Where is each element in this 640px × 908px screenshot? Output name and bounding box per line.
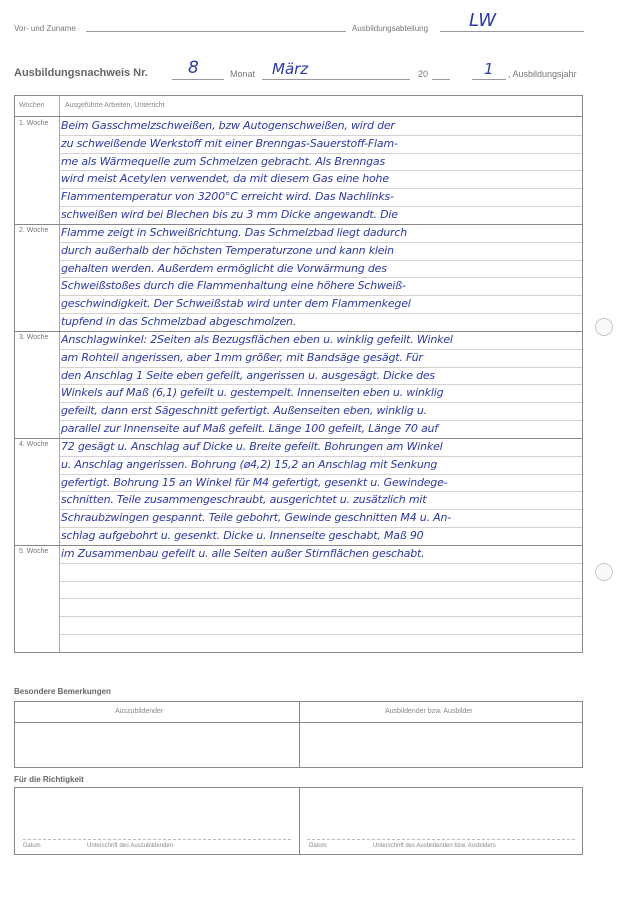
ruled-line <box>60 260 582 261</box>
ruled-line <box>60 295 582 296</box>
punch-hole-bottom <box>595 563 613 581</box>
week-separator <box>15 331 582 332</box>
handwritten-entry-line: im Zusammenbau gefeilt u. alle Seiten außer Stirnflächen geschabt. <box>61 547 425 560</box>
correctness-divider <box>299 788 300 854</box>
department-line <box>440 31 584 32</box>
ruled-line <box>60 420 582 421</box>
handwritten-entry-line: gehalten werden. Außerdem ermöglicht die Vorwärmung des <box>61 262 387 275</box>
header-separator <box>15 116 582 117</box>
handwritten-entry-line: durch außerhalb der höchsten Temperaturzone und kann klein <box>61 244 394 257</box>
remarks-box <box>14 701 583 768</box>
ruled-line <box>60 384 582 385</box>
handwritten-entry-line: schlag aufgebohrt u. gesenkt. Dicke u. Innenseite geschabt, Maß 90 <box>61 529 424 542</box>
ruled-line <box>60 277 582 278</box>
report-title: Ausbildungsnachweis Nr. <box>14 67 148 79</box>
col-work-header: Ausgeführte Arbeiten, Unterricht <box>65 102 165 109</box>
month-line <box>262 79 410 80</box>
handwritten-entry-line: gefeilt, dann erst Sägeschnitt gefertigt. Außenseiten eben, winklig u. <box>61 404 427 417</box>
handwritten-entry-line: u. Anschlag angerissen. Bohrung (ø4,2) 15,2 an Anschlag mit Senkung <box>61 458 438 471</box>
remarks-trainee: Auszubildender <box>115 708 164 715</box>
sig-line-trainee <box>23 839 291 840</box>
header-row <box>14 10 584 36</box>
name-label: Vor- und Zuname <box>14 24 76 33</box>
date-label-trainee: Datum <box>23 843 41 849</box>
handwritten-entry-line: geschwindigkeit. Der Schweißstab wird unter dem Flammenkegel <box>61 297 411 310</box>
ruled-line <box>60 581 582 582</box>
ruled-line <box>60 598 582 599</box>
handwritten-entry-line: Flammentemperatur von 3200°C erreicht wird. Das Nachlinks- <box>61 190 394 203</box>
year-line <box>432 79 450 80</box>
ruled-line <box>60 491 582 492</box>
handwritten-entry-line: den Anschlag 1 Seite eben gefeilt, angerissen u. ausgesägt. Dicke des <box>61 369 435 382</box>
handwritten-entry-line: Winkels auf Maß (6,1) gefeilt u. gestempelt. Innenseiten eben u. winklig <box>61 386 444 399</box>
handwritten-entry-line: am Rohteil angerissen, aber 1mm größer, mit Bandsäge gesägt. Für <box>61 351 423 364</box>
correctness-label: Für die Richtigkeit <box>14 775 84 784</box>
handwritten-entry-line: schnitten. Teile zusammengeschraubt, ausgerichtet u. zusätzlich mit <box>61 493 427 506</box>
ruled-line <box>60 135 582 136</box>
handwritten-entry-line: wird meist Acetylen verwendet, da mit diesem Gas eine hohe <box>61 172 389 185</box>
handwritten-entry-line: me als Wärmequelle zum Schmelzen gebracht. Als Brenngas <box>61 155 385 168</box>
week-label: 4. Woche <box>19 441 49 448</box>
ruled-line <box>60 313 582 314</box>
ruled-line <box>60 616 582 617</box>
handwritten-entry-line: Anschlagwinkel: 2Seiten als Bezugsflächen eben u. winklig gefeilt. Winkel <box>61 333 453 346</box>
week-label: 2. Woche <box>19 227 49 234</box>
week-label: 1. Woche <box>19 120 49 127</box>
week-separator <box>15 438 582 439</box>
weekly-report-table <box>14 95 583 653</box>
week-separator <box>15 224 582 225</box>
handwritten-entry-line: Flamme zeigt in Schweißrichtung. Das Schmelzbad liegt dadurch <box>61 226 407 239</box>
ruled-line <box>60 367 582 368</box>
handwritten-entry-line: Schraubzwingen gespannt. Teile gebohrt, Gewinde geschnitten M4 u. An- <box>61 511 452 524</box>
handwritten-entry-line: Beim Gasschmelzschweißen, bzw Autogenschweißen, wird der <box>61 119 395 132</box>
ruled-line <box>60 242 582 243</box>
ruled-line <box>60 527 582 528</box>
ruled-line <box>60 170 582 171</box>
remarks-divider <box>299 702 300 767</box>
column-divider <box>59 96 60 652</box>
remarks-trainer: Ausbildender bzw. Ausbilder <box>385 708 473 715</box>
year-prefix: 20 <box>418 69 429 79</box>
report-number: 8 <box>188 58 199 78</box>
remarks-label: Besondere Bemerkungen <box>14 687 111 696</box>
date-label-trainer: Datum <box>309 843 327 849</box>
ruled-line <box>60 634 582 635</box>
handwritten-entry-line: 72 gesägt u. Anschlag auf Dicke u. Breite gefeilt. Bohrungen am Winkel <box>61 440 443 453</box>
remarks-header-line <box>15 722 582 723</box>
handwritten-entry-line: tupfend in das Schmelzbad abgeschmolzen. <box>61 315 297 328</box>
training-year-value: 1 <box>484 60 494 78</box>
week-label: 3. Woche <box>19 334 49 341</box>
ruled-line <box>60 509 582 510</box>
handwritten-entry-line: parallel zur Innenseite auf Maß gefeilt. Länge 100 gefeilt, Länge 70 auf <box>61 422 438 435</box>
ruled-line <box>60 349 582 350</box>
ruled-line <box>60 563 582 564</box>
ruled-line <box>60 456 582 457</box>
handwritten-entry-line: gefertigt. Bohrung 15 an Winkel für M4 gefertigt, gesenkt u. Gewindege- <box>61 476 448 489</box>
name-line <box>86 31 346 32</box>
signature-label-trainee: Unterschrift des Auszubildenden <box>87 843 174 849</box>
month-label: Monat <box>230 69 256 79</box>
week-separator <box>15 545 582 546</box>
handwritten-entry-line: Schweißstoßes durch die Flammenhaltung eine höhere Schweiß- <box>61 279 406 292</box>
ruled-line <box>60 402 582 403</box>
training-year-label: , Ausbildungsjahr <box>508 69 577 79</box>
week-label: 5. Woche <box>19 548 49 555</box>
ruled-line <box>60 474 582 475</box>
punch-hole-top <box>595 318 613 336</box>
number-line <box>172 79 224 80</box>
ruled-line <box>60 153 582 154</box>
handwritten-entry-line: schweißen wird bei Blechen bis zu 3 mm Dicke angewandt. Die <box>61 208 398 221</box>
signature-label-trainer: Unterschrift des Ausbildenden bzw. Ausbilders <box>373 843 496 849</box>
department-label: Ausbildungsabteilung <box>352 24 429 33</box>
department-value: LW <box>469 10 497 31</box>
training-year-line <box>472 79 506 80</box>
ruled-line <box>60 206 582 207</box>
month-value: März <box>272 60 309 78</box>
handwritten-entry-line: zu schweißende Werkstoff mit einer Brenngas-Sauerstoff-Flam- <box>61 137 398 150</box>
col-week-header: Wochen <box>19 102 45 109</box>
correctness-box <box>14 787 583 855</box>
sig-line-trainer <box>307 839 575 840</box>
ruled-line <box>60 188 582 189</box>
